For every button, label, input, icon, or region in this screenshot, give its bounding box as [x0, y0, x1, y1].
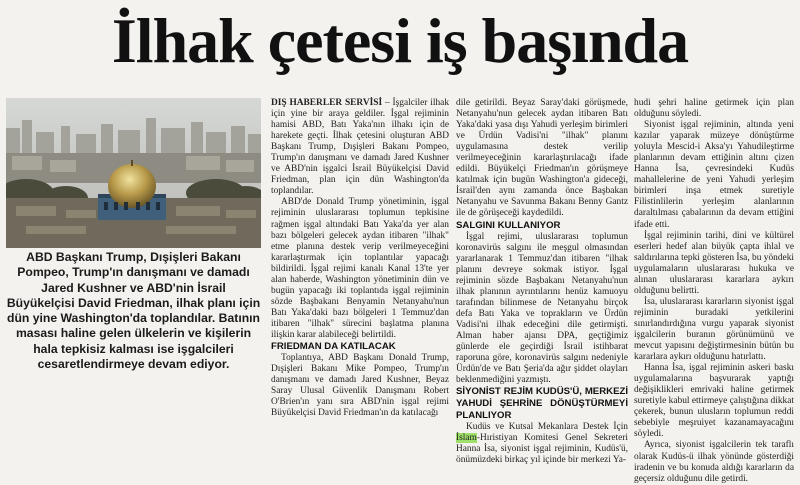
paragraph	[456, 422, 628, 466]
byline: DIŞ HABERLER SERVİSİ	[271, 98, 383, 108]
photo-caption: ABD Başkanı Trump, Dışişleri Bakanı Pompeo, Trump'ın danışmanı ve damadı Jared Kushner ve ABD'nin İsrail Büyükelçisi David Friedman, ilhak planı için dün yine Washington'da toplandılar. Batının masası haline gelen ülkelerin ve kişilerin hala tepkisiz kalması ise işgalcileri cesaretlendirmeye devam ediyor.	[6, 250, 261, 372]
paragraph: dile getirildi. Beyaz Saray'daki görüşmede, Netanyahu'nun gelecek aydan itibaren Batı Yaka'daki yasa dışı Yahudi yerleşim birimleri ve Ürdün Vadisi'ni "ilhak" planını uygulamasına destek verilip verilmeyeceğinin kararlaştırılacağı ifade edildi. Büyükelçi Friedman'ın görüşmeye katılmak için bugün Washington'a gideceği, İsrail'den aynı zamanda önce Başbakan Netanyahu ve Savunma Bakanı Benny Gantz ile de görüşeceği kaydedildi.	[456, 98, 628, 219]
highlighted-word: İslam	[456, 433, 477, 444]
subheading: SALGINI KULLANIYOR	[456, 219, 561, 231]
paragraph: ABD'de Donald Trump yönetiminin, işgal rejiminin uluslararası toplumun tepkisine rağmen işgal altındaki Batı Yaka'da yer alan bazı bölgeleri gelecek aydan itibaren "ilhak" etme planına destek verip verilmeyeceğini kararlaştırmak için toplantılar yapacağı bildirildi. İşgal rejimi kanalı Kanal 13'te yer alan haberde, Washington yönetiminin dün ve bugün yapacağı iki toplantıda işgal rejiminin sözde Başbakanı Benyamin Netanyahu'nun Batı Yaka'daki bazı bölgeleri 1 Temmuz'dan itibaren "ilhak" sürecini başlatma planına ilişkin karar alabileceği belirtildi.	[271, 197, 449, 340]
paragraph: Ayrıca, siyonist işgalcilerin tek taraflı olarak Kudüs-ü ilhak yönünde gösterdiği iradenin ve bu konuda aldığı kararların da geçersiz olduğunu dile getirdi.	[634, 440, 794, 484]
paragraph: İşgal rejiminin tarihi, dini ve kültürel eserleri hedef alan büyük çapta ihlal ve saldırılarına tepki gösteren İsa, bu yöndeki uygulamaların uluslararası hukuka ve alınan uluslararası kararlara aykırı olduğunu belirtti.	[634, 230, 794, 296]
paragraph: Hanna İsa, işgal rejiminin askeri baskı uygulamalarına başvurarak yaptığı değişiklikleri emrivaki haline getirmek suretiyle kabul ettirmeye çalıştığına dikkat çekerek, bunun ulusların toplumun reddi sebebiyle meşruiyet kazanamayacağını söyledi.	[634, 363, 794, 440]
paragraph-text: İşgalciler ilhak için yine bir araya geldiler. İşgal rejiminin hamisi ABD, Batı Yaka'nın ilhakı için de harekete geçti. İlhak çetesini oluşturan ABD Başkanı Trump, Dışişleri Bakanı Pompeo, Trump'ın danışmanı ve damadı Jared Kushner ve ABD'nin işgalci İsrail Büyükelçisi David Friedman, plan için dün Washington'da toplandılar.	[271, 98, 450, 197]
subheading: SİYONİST REJİM KUDÜS'Ü, MERKEZİ YAHUDİ ŞEHRİNE DÖNÜŞTÜRMEYİ PLANLIYOR	[456, 386, 628, 422]
jerusalem-photo-icon	[6, 98, 261, 248]
article-column-3	[634, 98, 794, 485]
article-column-2	[456, 98, 628, 466]
jerusalem-photo	[6, 98, 261, 248]
headline: İlhak çetesi iş başında	[111, 5, 689, 76]
article-column-1	[271, 98, 449, 419]
paragraph: Siyonist işgal rejiminin, altında yeni kazılar yaparak müzeye dönüştürme yoluyla Mescid-i Aksa'yı Yahudileştirme planlarının devam ettiğinin altını çizen Hanna İsa, çevresindeki Kudüs mahallelerine de yeni Yahudi yerleşim birimleri inşa etmek suretiyle Filistinlilerin yerleşim alanlarının daraltılması çabalarının da devam ettiğini ifade etti.	[634, 120, 794, 230]
paragraph-text: Kudüs ve Kutsal Mekanlara Destek İçin	[466, 422, 628, 433]
subheading: FRIEDMAN DA KATILACAK	[271, 341, 396, 353]
paragraph: Toplantıya, ABD Başkanı Donald Trump, Dışişleri Bakanı Mike Pompeo, Trump'ın danışmanı ve damadı Jared Kushner, Beyaz Saray Ulusal Güvenlik Danışmanı Robert O'Brien'ın yanı sıra ABD'nin işgal rejimi Büyükelçisi David Friedman'ın da katılacağı	[271, 353, 449, 419]
paragraph: İsa, uluslararası kararların siyonist işgal rejiminin buradaki yetkilerini sınırlandırdığına vurgu yaparak siyonist işgalcilerin buranın görünümünü ve mevcut yapısını değiştirmesinin bütün bu kararlara aykırı olduğunu hatırlattı.	[634, 296, 794, 363]
paragraph: DIŞ HABERLER SERVİSİ – İşgalciler ilhak için yine bir araya geldiler. İşgal rejiminin hamisi ABD, Batı Yaka'nın ilhakı için de harekete geçti. İlhak çetesini oluşturan ABD Başkanı Trump, Dışişleri Bakanı Pompeo, Trump'ın danışmanı ve damadı Jared Kushner ve ABD'nin işgalci İsrail Büyükelçisi David Friedman, plan için dün Washington'da toplandılar.	[271, 98, 450, 197]
paragraph: hudi şehri haline getirmek için plan olduğunu söyledi.	[634, 98, 794, 120]
paragraph: İşgal rejimi, uluslararası toplumun koronavirüs salgını ile meşgul olmasından yararlanarak 1 Temmuz'dan itibaren "ilhak planını devreye sokmak istiyor. İşgal rejiminin sözde Başbakanı Netanyahu'nun ilhak planının ayrıntılarını henüz kamuoyu tarafından bilinmese de Netanyahu birçok defa Batı Yaka ve toprakların ve Ürdün Vadisi'ni ilhak edeceğini dile getirmişti. Alman haber ajansı DPA, geçtiğimiz günlerde ele geçirdiği İsrail istihbarat raporuna göre, koronavirüs salgını nedeniyle Ürdün'de ve Batı Şeria'da ağır şiddet olayları beklenmediğini yazmıştı.	[456, 231, 628, 386]
paragraph-text: -Hıristiyan Komitesi Genel Sekreteri Hanna İsa, siyonist işgal rejiminin, Kudüs'ü, önümüzdeki birkaç yıl içinde bir merkezi Ya-	[456, 433, 628, 466]
